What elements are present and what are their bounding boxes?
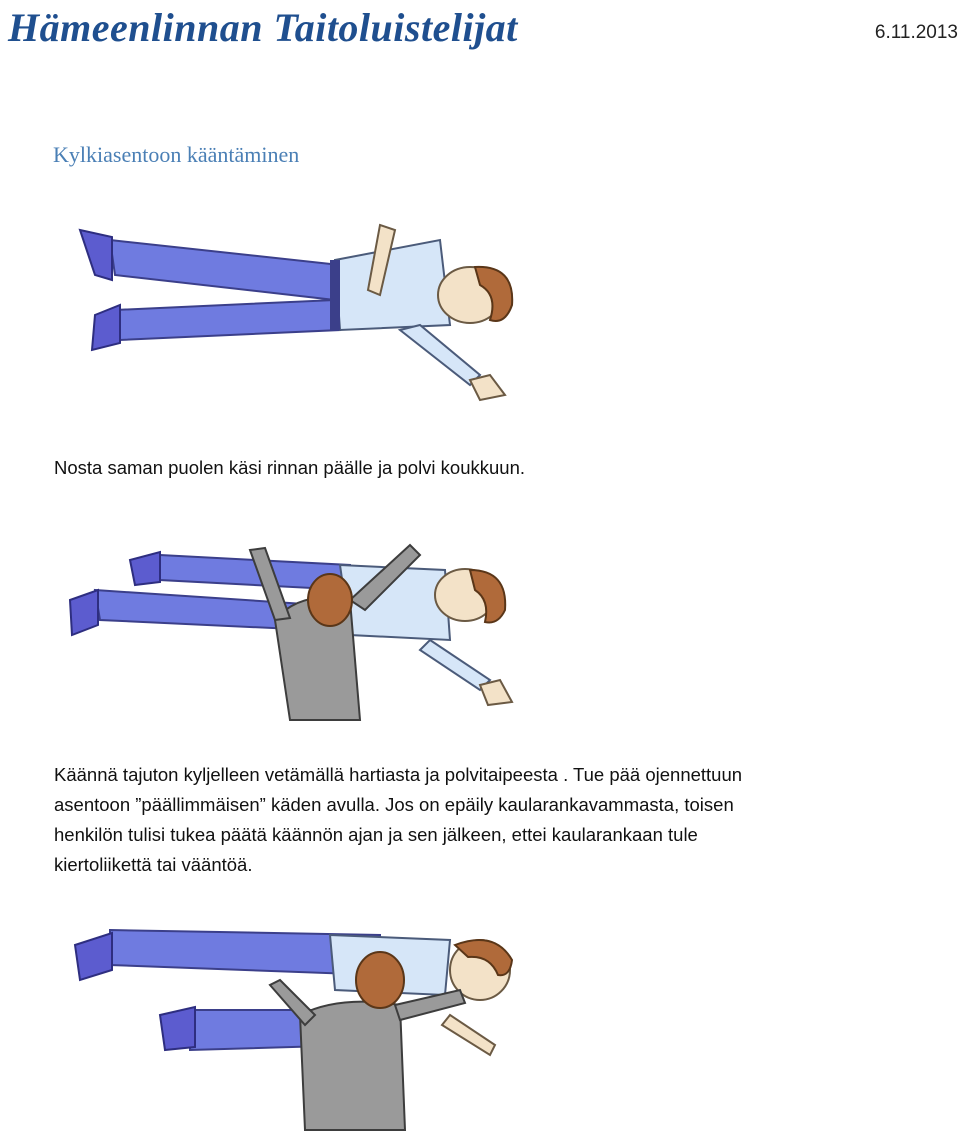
illustration-recovery-step-1 [50, 205, 550, 420]
step-2-caption [54, 760, 934, 880]
header-date: 6.11.2013 [874, 22, 958, 43]
step-1-caption [54, 453, 934, 483]
caption-line: kiertoliikettä tai vääntöä. [54, 854, 253, 875]
caption-line: henkilön tulisi tukea päätä käännön ajan ja sen jälkeen, ettei kaularankaan tule [54, 824, 698, 845]
section-title: Kylkiasentoon kääntäminen [53, 142, 300, 167]
header-title: Hämeenlinnan Taitoluistelijat [8, 5, 518, 50]
illustration-recovery-step-2 [50, 530, 550, 725]
caption-line: Nosta saman puolen käsi rinnan päälle ja polvi koukkuun. [54, 457, 526, 478]
illustration-recovery-step-3 [50, 915, 550, 1135]
caption-line: asentoon ”päällimmäisen” käden avulla. Jos on epäily kaularankavammasta, toisen [54, 794, 734, 815]
caption-line: Käännä tajuton kyljelleen vetämällä hartiasta ja polvitaipeesta . Tue pää ojennettuun [54, 764, 743, 785]
